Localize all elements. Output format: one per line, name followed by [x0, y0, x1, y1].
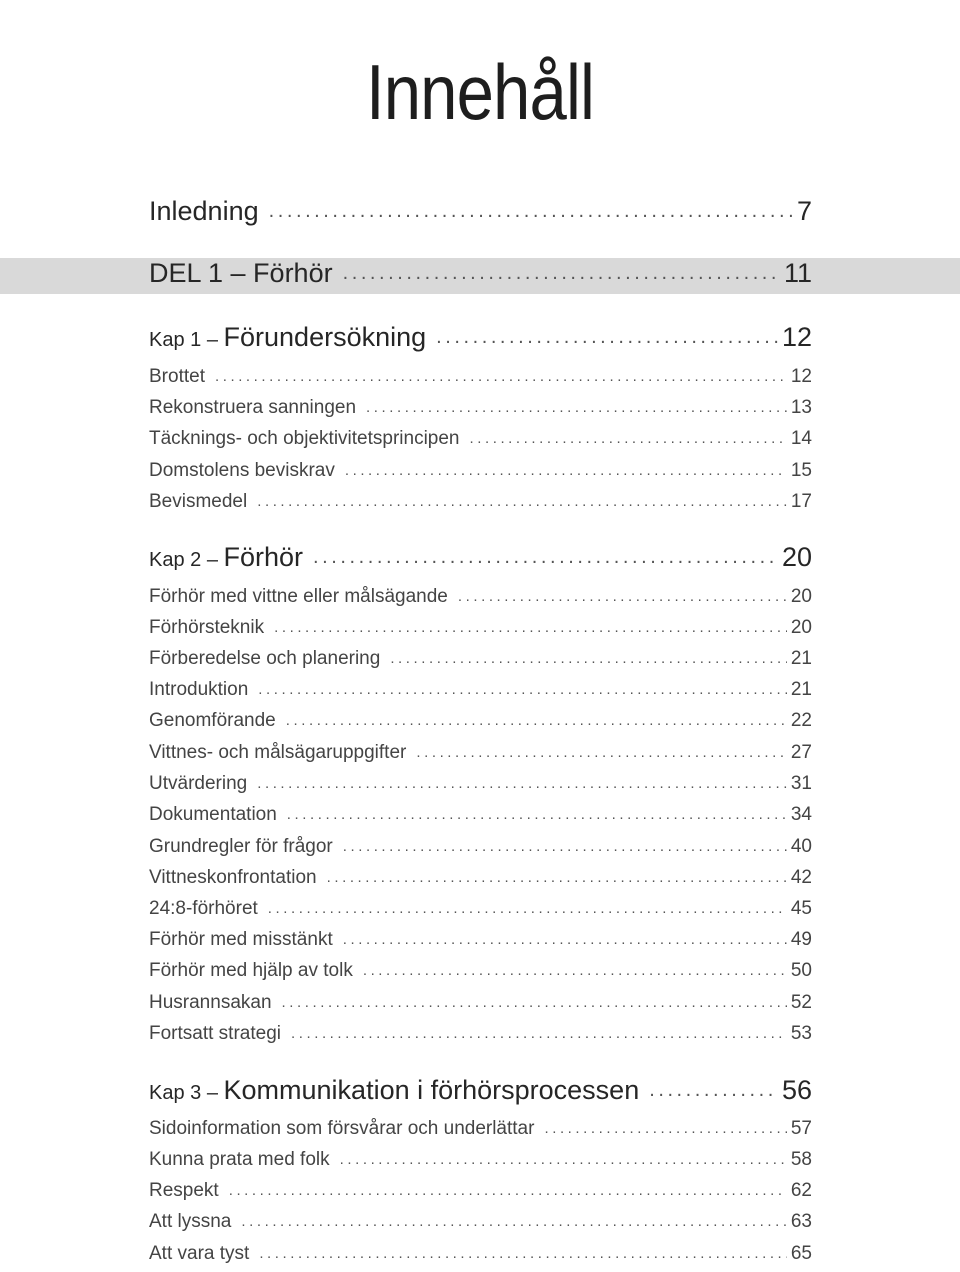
toc-section[interactable]: [149, 366, 812, 388]
toc-section-label: Förhör med misstänkt: [149, 929, 333, 950]
toc-section[interactable]: [149, 710, 812, 732]
toc-section-label: Utvärdering: [149, 773, 248, 794]
dot-leader: [343, 836, 787, 858]
toc-section[interactable]: [149, 648, 812, 670]
toc-section-page: 57: [790, 1118, 812, 1139]
toc-section-page: 20: [790, 617, 812, 638]
toc-entry-inledning[interactable]: [149, 196, 812, 227]
toc-section-page: 31: [790, 773, 812, 794]
toc-chapter-1[interactable]: [149, 322, 812, 353]
chapter-prefix: Kap 1 –: [149, 329, 218, 351]
dot-leader: [286, 710, 787, 732]
dot-leader: [327, 867, 787, 889]
dot-leader: [458, 586, 787, 608]
toc-section[interactable]: [149, 428, 812, 450]
dot-leader: [416, 742, 787, 764]
toc-section-page: 65: [790, 1243, 812, 1264]
toc-section-page: 13: [790, 397, 812, 418]
toc-section[interactable]: [149, 1149, 812, 1171]
toc-section[interactable]: [149, 960, 812, 982]
toc-section-label: Vittneskonfrontation: [149, 867, 317, 888]
toc-section-page: 62: [790, 1180, 812, 1201]
dot-leader: [366, 397, 787, 419]
dot-leader: [257, 491, 787, 513]
toc-section-page: 45: [790, 898, 812, 919]
toc-section-label: Domstolens beviskrav: [149, 460, 335, 481]
toc-section-label: Täcknings- och objektivitetsprincipen: [149, 428, 460, 449]
chapter-title: Kommunikation i förhörsprocessen: [223, 1075, 640, 1105]
toc-section-label: Sidoinformation som försvårar och underlättar: [149, 1118, 535, 1139]
toc-section[interactable]: [149, 1211, 812, 1233]
toc-section-label: Att lyssna: [149, 1211, 232, 1232]
toc-section[interactable]: [149, 1023, 812, 1045]
toc-section[interactable]: [149, 1243, 812, 1265]
dot-leader: [269, 196, 793, 227]
toc-section-label: Förberedelse och planering: [149, 648, 381, 669]
toc-section-label: Genomförande: [149, 710, 276, 731]
toc-section-page: 21: [790, 679, 812, 700]
toc-section-page: 49: [790, 929, 812, 950]
toc-section-page: 14: [790, 428, 812, 449]
toc-section-label: Grundregler för frågor: [149, 836, 333, 857]
toc-section-page: 15: [790, 460, 812, 481]
toc-section-page: 58: [790, 1149, 812, 1170]
dot-leader: [343, 929, 787, 951]
toc-section-label: Respekt: [149, 1180, 219, 1201]
toc-entry-page: 56: [781, 1075, 812, 1105]
toc-section-page: 17: [790, 491, 812, 512]
toc-section-label: Förhör med vittne eller målsägande: [149, 586, 448, 607]
dot-leader: [274, 617, 787, 639]
toc-section-label: Introduktion: [149, 679, 249, 700]
dot-leader: [291, 1023, 787, 1045]
toc-section-label: Rekonstruera sanningen: [149, 397, 357, 418]
chapter-title: Förundersökning: [223, 322, 427, 352]
dot-leader: [649, 1075, 778, 1106]
toc-entry-del-1[interactable]: [149, 258, 812, 289]
toc-section-label: Fortsatt strategi: [149, 1023, 281, 1044]
dot-leader: [363, 960, 787, 982]
toc-section-label: Förhör med hjälp av tolk: [149, 960, 353, 981]
toc-section-page: 53: [790, 1023, 812, 1044]
toc-section-label: Förhörsteknik: [149, 617, 265, 638]
dot-leader: [258, 679, 787, 701]
dot-leader: [343, 258, 780, 289]
toc-section[interactable]: [149, 992, 812, 1014]
toc-section[interactable]: [149, 836, 812, 858]
dot-leader: [470, 428, 787, 450]
dot-leader: [268, 898, 787, 920]
toc-section[interactable]: [149, 679, 812, 701]
toc-section-label: Vittnes- och målsägaruppgifter: [149, 742, 407, 763]
toc-section-page: 12: [790, 366, 812, 387]
toc-section[interactable]: [149, 804, 812, 826]
toc-section[interactable]: [149, 460, 812, 482]
toc-section-page: 27: [790, 742, 812, 763]
toc-section[interactable]: [149, 898, 812, 920]
toc-section-label: Dokumentation: [149, 804, 277, 825]
toc-section-page: 52: [790, 992, 812, 1013]
toc-section-label: Kunna prata med folk: [149, 1149, 330, 1170]
toc-section-page: 50: [790, 960, 812, 981]
toc-section-label: Husrannsakan: [149, 992, 272, 1013]
toc-section[interactable]: [149, 491, 812, 513]
dot-leader: [229, 1180, 787, 1202]
toc-section-page: 21: [790, 648, 812, 669]
page-title: Innehåll: [365, 48, 595, 137]
toc-section[interactable]: [149, 929, 812, 951]
toc-section-page: 22: [790, 710, 812, 731]
toc-section-label: Att vara tyst: [149, 1243, 250, 1264]
toc-entry-page: 11: [783, 258, 812, 288]
dot-leader: [436, 322, 778, 353]
toc-section-page: 40: [790, 836, 812, 857]
chapter-prefix: Kap 2 –: [149, 549, 218, 571]
toc-entry-label: Inledning: [149, 196, 259, 226]
dot-leader: [257, 773, 787, 795]
dot-leader: [390, 648, 787, 670]
toc-section[interactable]: [149, 867, 812, 889]
toc-section[interactable]: [149, 1118, 812, 1140]
dot-leader: [544, 1118, 786, 1140]
toc-entry-page: 12: [781, 322, 812, 352]
toc-section-page: 42: [790, 867, 812, 888]
toc-section-page: 20: [790, 586, 812, 607]
toc-entry-page: 7: [796, 196, 812, 226]
dot-leader: [345, 460, 787, 482]
dot-leader: [287, 804, 787, 826]
dot-leader: [282, 992, 787, 1014]
dot-leader: [241, 1211, 786, 1233]
toc-section[interactable]: [149, 742, 812, 764]
chapter-title: Förhör: [223, 542, 304, 572]
toc-section[interactable]: [149, 773, 812, 795]
chapter-prefix: Kap 3 –: [149, 1082, 218, 1104]
dot-leader: [259, 1243, 787, 1265]
toc-section-label: 24:8-förhöret: [149, 898, 258, 919]
toc-section-page: 63: [790, 1211, 812, 1232]
toc-chapter-3[interactable]: [149, 1075, 812, 1106]
toc-section-label: Brottet: [149, 366, 205, 387]
dot-leader: [313, 542, 778, 573]
toc-section-label: Bevismedel: [149, 491, 248, 512]
dot-leader: [340, 1149, 787, 1171]
toc-entry-page: 20: [781, 542, 812, 572]
toc-section[interactable]: [149, 1180, 812, 1202]
toc-section-page: 34: [790, 804, 812, 825]
toc-section[interactable]: [149, 397, 812, 419]
toc-section[interactable]: [149, 586, 812, 608]
toc-chapter-2[interactable]: [149, 542, 812, 573]
toc-entry-label: DEL 1 – Förhör: [149, 258, 333, 288]
toc-section[interactable]: [149, 617, 812, 639]
dot-leader: [215, 366, 787, 388]
